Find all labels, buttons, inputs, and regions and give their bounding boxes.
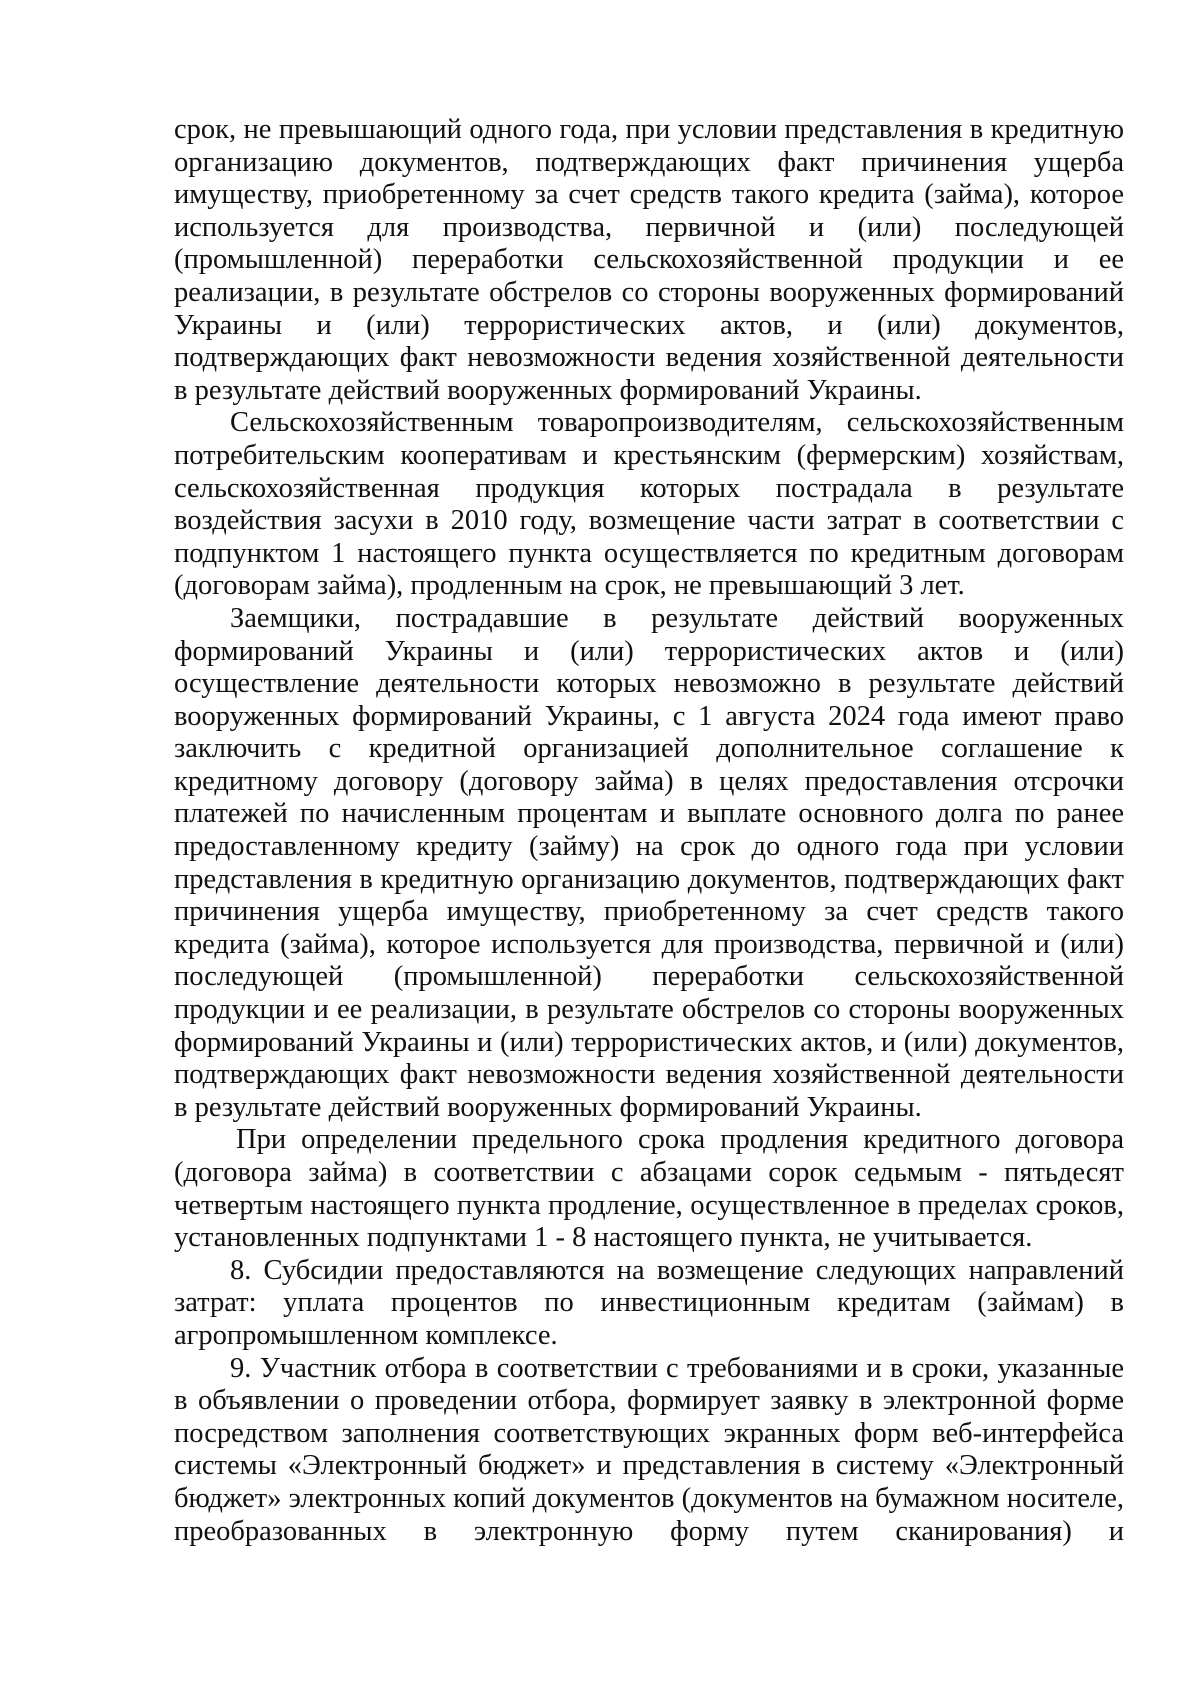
paragraph-drought-borrowers: Сельскохозяйственным товаропроизводителям, сельскохозяйственным потребительским кооперативам и крестьянским (фермерским) хозяйствам, сельскохозяйственная продукция которых пострадала в результате воздействия засухи в 2010 году, возмещение части затрат в соответствии с подпунктом 1 настоящего пункта осуществляется по кредитным договорам (договорам займа), продленным на срок, не превышающий 3 лет.	[174, 407, 1124, 602]
paragraph-item-8: 8. Субсидии предоставляются на возмещение следующих направлений затрат: уплата процентов по инвестиционным кредитам (займам) в агропромышленном комплексе.	[174, 1254, 1124, 1351]
paragraph-affected-borrowers: Заемщики, пострадавшие в результате действий вооруженных формирований Украины и (или) террористических актов и (или) осуществление деятельности которых невозможно в результате действий вооруженных формирований Украины, с 1 августа 2024 года имеют право заключить с кредитной организацией дополнительное соглашение к кредитному договору (договору займа) в целях предоставления отсрочки платежей по начисленным процентам и выплате основного долга по ранее предоставленному кредиту (займу) на срок до одного года при условии представления в кредитную организацию документов, подтверждающих факт причинения ущерба имуществу, приобретенному за счет средств такого кредита (займа), которое используется для производства, первичной и (или) последующей (промышленной) переработки сельскохозяйственной продукции и ее реализации, в результате обстрелов со стороны вооруженных формирований Украины и (или) террористических актов, и (или) документов, подтверждающих факт невозможности ведения хозяйственной деятельности в результате действий вооруженных формирований Украины.	[174, 602, 1124, 1123]
paragraph-continuation: срок, не превышающий одного года, при условии представления в кредитную организацию документов, подтверждающих факт причинения ущерба имуществу, приобретенному за счет средств такого кредита (займа), которое используется для производства, первичной и (или) последующей (промышленной) переработки сельскохозяйственной продукции и ее реализации, в результате обстрелов со стороны вооруженных формирований Украины и (или) террористических актов, и (или) документов, подтверждающих факт невозможности ведения хозяйственной деятельности в результате действий вооруженных формирований Украины.	[174, 114, 1124, 406]
document-body	[174, 114, 1124, 1548]
paragraph-extension-limit: При определении предельного срока продления кредитного договора (договора займа) в соответствии с абзацами сорок седьмым - пятьдесят четвертым настоящего пункта продление, осуществленное в пределах сроков, установленных подпунктами 1 - 8 настоящего пункта, не учитывается.	[174, 1124, 1124, 1254]
paragraph-item-9: 9. Участник отбора в соответствии с требованиями и в сроки, указанные в объявлении о проведении отбора, формирует заявку в электронной форме посредством заполнения соответствующих экранных форм веб-интерфейса системы «Электронный бюджет» и представления в систему «Электронный бюджет» электронных копий документов (документов на бумажном носителе, преобразованных в электронную форму путем сканирования) и	[174, 1352, 1124, 1547]
